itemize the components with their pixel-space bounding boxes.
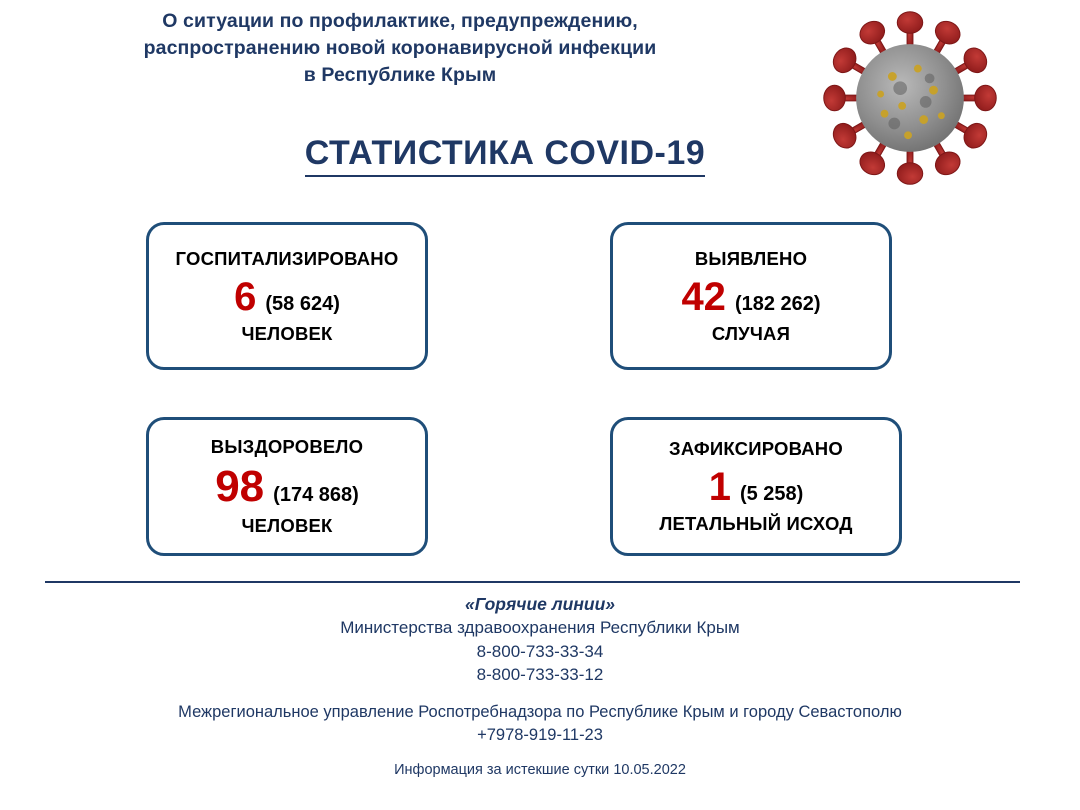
stat-card-unit: СЛУЧАЯ xyxy=(711,322,791,344)
header-block xyxy=(0,8,800,89)
stat-card-numbers xyxy=(234,274,340,319)
footer-block xyxy=(0,592,1080,781)
stat-card-title: ЗАФИКСИРОВАНО xyxy=(669,438,843,459)
stat-card-title: ГОСПИТАЛИЗИРОВАНО xyxy=(175,247,399,269)
stat-card-unit: ЧЕЛОВЕК xyxy=(241,515,333,536)
stat-card-total-value: (5 258) xyxy=(739,483,804,505)
stat-card-numbers xyxy=(681,274,821,319)
header-line-3: в Республике Крым xyxy=(303,64,497,86)
page-title xyxy=(0,134,1010,173)
stat-card-deaths xyxy=(610,417,902,556)
stat-card-title: ВЫЗДОРОВЕЛО xyxy=(210,436,364,457)
ministry-phone-1: 8-800-733-33-34 xyxy=(476,642,604,661)
divider xyxy=(45,581,1020,583)
stat-card-unit: ЛЕТАЛЬНЫЙ ИСХОД xyxy=(659,513,853,534)
stat-card-total-value: (174 868) xyxy=(273,484,359,506)
stat-card-recovered xyxy=(146,417,428,556)
stat-card-unit: ЧЕЛОВЕК xyxy=(241,322,333,344)
stat-card-daily-value: 1 xyxy=(708,465,731,509)
stat-card-title: ВЫЯВЛЕНО xyxy=(694,247,808,269)
stat-card-numbers xyxy=(215,462,359,511)
stat-card-total-value: (58 624) xyxy=(265,292,340,315)
stat-card-daily-value: 42 xyxy=(681,274,726,319)
header-line-1: О ситуации по профилактике, предупреждению, xyxy=(162,10,638,32)
stat-card-daily-value: 98 xyxy=(215,462,265,511)
rospotrebnadzor-label: Межрегиональное управление Роспотребнадзора по Республике Крым и городу Севастополю xyxy=(178,703,902,721)
ministry-label: Министерства здравоохранения Республики Крым xyxy=(340,618,740,637)
update-note: Информация за истекшие сутки 10.05.2022 xyxy=(394,762,686,778)
ministry-phone-2: 8-800-733-33-12 xyxy=(476,665,604,684)
rospotrebnadzor-phone: +7978-919-11-23 xyxy=(477,726,603,744)
stat-card-total-value: (182 262) xyxy=(734,292,821,315)
page-title-text: СТАТИСТИКА COVID-19 xyxy=(305,134,705,177)
hotlines-label: «Горячие линии» xyxy=(464,594,616,614)
header-line-2: распространению новой коронавирусной инфекции xyxy=(143,37,657,59)
stat-card-hospitalized xyxy=(146,222,428,370)
stat-card-daily-value: 6 xyxy=(234,274,257,319)
stat-card-numbers xyxy=(709,467,804,507)
stat-card-detected xyxy=(610,222,892,370)
